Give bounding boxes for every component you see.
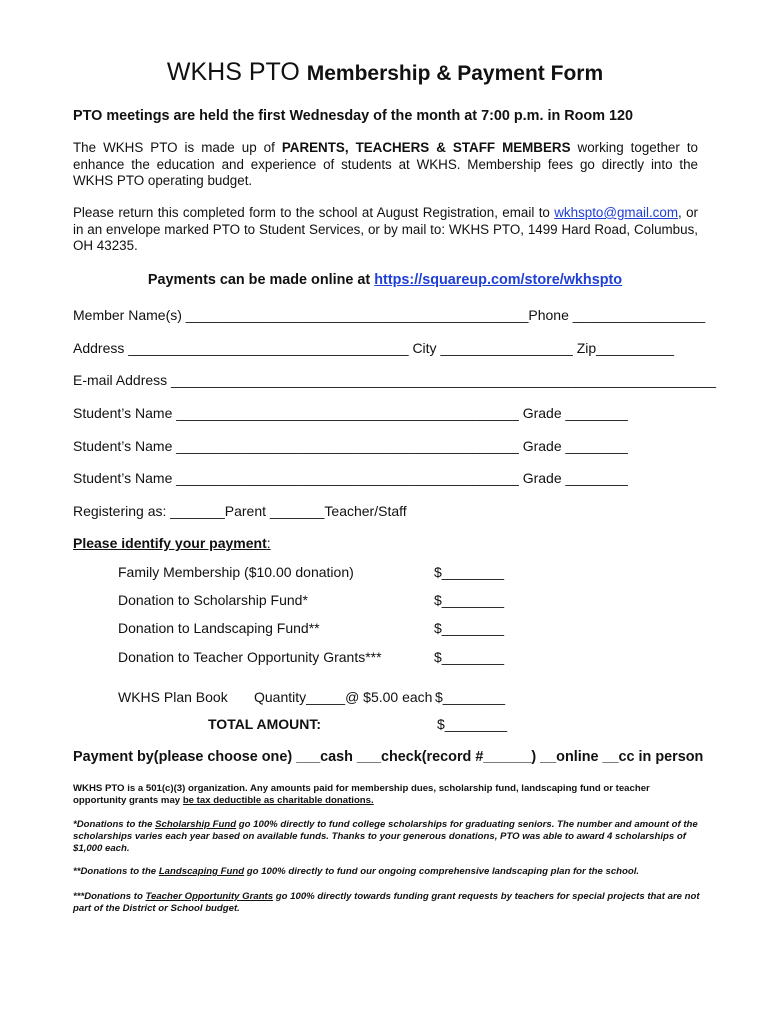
scholarship-note-post: go 100% directly to fund college scholarships for graduating seniors. The number and amount of the scholarships varies each year based on available funds. Thanks to your generous donations, PTO was able to award 4 scholarships of $1,000 each. <box>73 819 698 854</box>
email-field[interactable]: E-mail Address ______________________________________________________________________ <box>73 372 717 388</box>
payment-method-line[interactable]: Payment by(please choose one) ___cash ___check(record #______) __online __cc in person <box>73 749 704 765</box>
payment-heading-colon: : <box>266 535 271 551</box>
registering-as-field[interactable]: Registering as: _______Parent _______Teacher/Staff <box>73 503 407 519</box>
landscaping-note <box>73 866 701 878</box>
grants-note-underlined: Teacher Opportunity Grants <box>145 891 274 902</box>
intro-text-post: working together to enhance the education and experience of students at WKHS. Membership fees go directly into the WKHS PTO operating budget. <box>73 140 698 189</box>
online-payment-text: Payments can be made online at <box>147 272 375 288</box>
scholarship-note-underlined: Scholarship Fund <box>155 819 237 830</box>
total-amount-label: TOTAL AMOUNT: <box>208 716 322 732</box>
payment-item-label: Donation to Teacher Opportunity Grants*** <box>118 649 382 665</box>
intro-paragraph <box>73 140 698 190</box>
form-title-org: WKHS PTO <box>166 58 300 86</box>
grants-note <box>73 891 701 915</box>
payment-item-amount[interactable]: $________ <box>434 564 505 580</box>
landscaping-note-post: go 100% directly to fund our ongoing comprehensive landscaping plan for the school. <box>244 866 640 877</box>
tax-note <box>73 783 701 807</box>
planbook-quantity-field[interactable]: Quantity_____@ $5.00 each <box>254 689 433 705</box>
return-text-post: , or in an envelope marked PTO to Student Services, or by mail to: WKHS PTO, 1499 Hard Road, Columbus, OH 43235. <box>73 205 698 254</box>
form-title <box>0 58 770 87</box>
payment-item-amount[interactable]: $________ <box>434 620 505 636</box>
landscaping-note-underlined: Landscaping Fund <box>158 866 245 877</box>
scholarship-note <box>73 819 701 855</box>
total-amount-field[interactable]: $________ <box>437 716 508 732</box>
planbook-label: WKHS Plan Book <box>118 689 228 705</box>
meeting-notice: PTO meetings are held the first Wednesday of the month at 7:00 p.m. in Room 120 <box>73 108 634 124</box>
payment-item-amount[interactable]: $________ <box>434 592 505 608</box>
payment-section-heading <box>73 535 271 551</box>
email-link[interactable]: wkhspto@gmail.com <box>554 205 678 220</box>
payment-heading-text: Please identify your payment <box>73 535 267 551</box>
online-payment-line <box>0 272 770 288</box>
student-name-field-2[interactable]: Student’s Name ____________________________________________ Grade ________ <box>73 438 628 454</box>
tax-note-text: WKHS PTO is a 501(c)(3) organization. Any amounts paid for membership dues, scholarship fund, landscaping fund or teacher opportunity grants may <box>73 783 650 806</box>
scholarship-note-pre: *Donations to the <box>73 819 156 830</box>
student-name-field-3[interactable]: Student’s Name ____________________________________________ Grade ________ <box>73 470 628 486</box>
landscaping-note-pre: **Donations to the <box>73 866 159 877</box>
payment-item-label: Donation to Scholarship Fund* <box>118 592 308 608</box>
store-link[interactable]: https://squareup.com/store/wkhspto <box>374 272 623 288</box>
payment-item-label: Donation to Landscaping Fund** <box>118 620 320 636</box>
tax-note-underlined: be tax deductible as charitable donations. <box>182 795 374 806</box>
planbook-amount[interactable]: $________ <box>435 689 506 705</box>
return-paragraph <box>73 205 698 255</box>
intro-text-pre: The WKHS PTO is made up of <box>73 140 282 155</box>
payment-item-label: Family Membership ($10.00 donation) <box>118 564 354 580</box>
intro-text-bold: PARENTS, TEACHERS & STAFF MEMBERS <box>281 140 571 155</box>
grants-note-pre: ***Donations to <box>73 891 146 902</box>
address-field[interactable]: Address ____________________________________ City _________________ Zip__________ <box>73 340 675 356</box>
student-name-field-1[interactable]: Student’s Name ____________________________________________ Grade ________ <box>73 405 628 421</box>
form-title-name: Membership & Payment Form <box>306 62 604 85</box>
member-name-field[interactable]: Member Name(s) ____________________________________________Phone _________________ <box>73 307 706 323</box>
grants-note-post: go 100% directly towards funding grant requests by teachers for special projects that are not part of the District or School budget. <box>73 891 700 914</box>
payment-item-amount[interactable]: $________ <box>434 649 505 665</box>
return-text-pre: Please return this completed form to the school at August Registration, email to <box>73 205 555 220</box>
